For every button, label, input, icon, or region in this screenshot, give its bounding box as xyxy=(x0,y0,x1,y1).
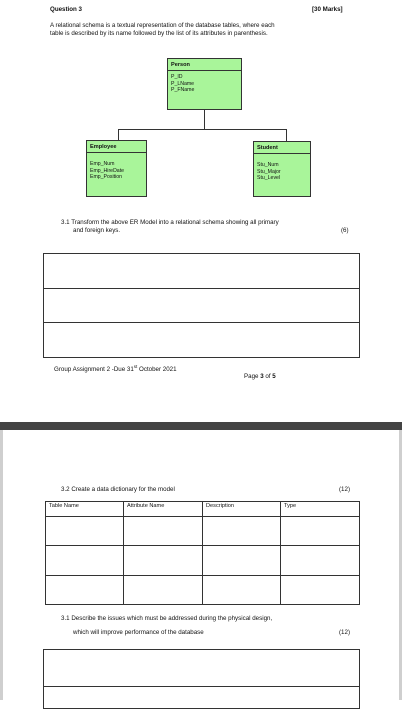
question-3-2: 3.2 Create a data dictionary for the model xyxy=(61,486,175,493)
page-number: Page 3 of 5 xyxy=(244,373,276,380)
intro-line-1: A relational schema is a textual representation of the database tables, where each xyxy=(50,22,275,29)
question-3-1-line-2: and foreign keys. xyxy=(73,227,121,234)
page-2 xyxy=(0,430,402,700)
question-3-1-physical-line-1: 3.1 Describe the issues which must be addressed during the physical design, xyxy=(61,615,273,622)
entity-attr: Stu_Major xyxy=(257,168,281,175)
entity-attr: Emp_Position xyxy=(90,174,123,180)
answer-box[interactable] xyxy=(43,253,360,358)
question-3-1-physical-line-2: which will improve performance of the database xyxy=(73,629,204,636)
question-3-1-physical-marks: (12) xyxy=(339,629,351,636)
header-type: Type xyxy=(281,502,360,517)
question-3-1-line-1: 3.1 Transform the above ER Model into a relational schema showing all primary xyxy=(61,219,279,226)
answer-box-2[interactable] xyxy=(43,649,360,709)
entity-attr: Emp_Num xyxy=(90,161,115,167)
entity-person xyxy=(167,58,242,110)
entity-attr: P_FName xyxy=(171,87,195,93)
entity-attr: Stu_Num xyxy=(257,162,279,168)
entity-attr: P_ID xyxy=(171,74,183,80)
table-row[interactable] xyxy=(46,546,360,576)
page-separator xyxy=(0,422,402,430)
entity-attr: P_LName xyxy=(171,80,195,87)
intro-line-2: table is described by its name followed by the list of its attributes in parenthesis. xyxy=(50,30,268,37)
header-table-name: Table Name xyxy=(46,502,124,517)
connector-vertical-person xyxy=(204,110,205,129)
connector-horizontal xyxy=(118,129,287,130)
question-3-1-marks: (6) xyxy=(341,227,349,234)
entity-name: Student xyxy=(254,142,310,154)
row-divider xyxy=(44,288,359,289)
marks-total: [30 Marks] xyxy=(312,6,343,13)
footer-due-date: Group Assignment 2 -Due 31st October 2021 xyxy=(54,364,177,374)
row-divider xyxy=(44,686,359,687)
connector-vertical-employee xyxy=(118,129,119,140)
header-attribute-name: Attribute Name xyxy=(124,502,203,517)
entity-employee xyxy=(86,140,147,197)
entity-name: Person xyxy=(168,59,241,71)
entity-attr: Emp_HireDate xyxy=(90,167,125,174)
row-divider xyxy=(44,322,359,323)
table-row[interactable] xyxy=(46,576,360,605)
header-description: Description xyxy=(203,502,281,517)
entity-attr: Stu_Level xyxy=(257,175,281,181)
connector-vertical-student xyxy=(286,129,287,141)
question-3-2-marks: (12) xyxy=(339,486,351,493)
entity-name: Employee xyxy=(87,141,146,153)
question-title: Question 3 xyxy=(50,6,82,13)
data-dictionary-table xyxy=(45,501,360,605)
table-header-row xyxy=(46,502,360,517)
entity-student xyxy=(253,141,311,197)
table-row[interactable] xyxy=(46,517,360,546)
